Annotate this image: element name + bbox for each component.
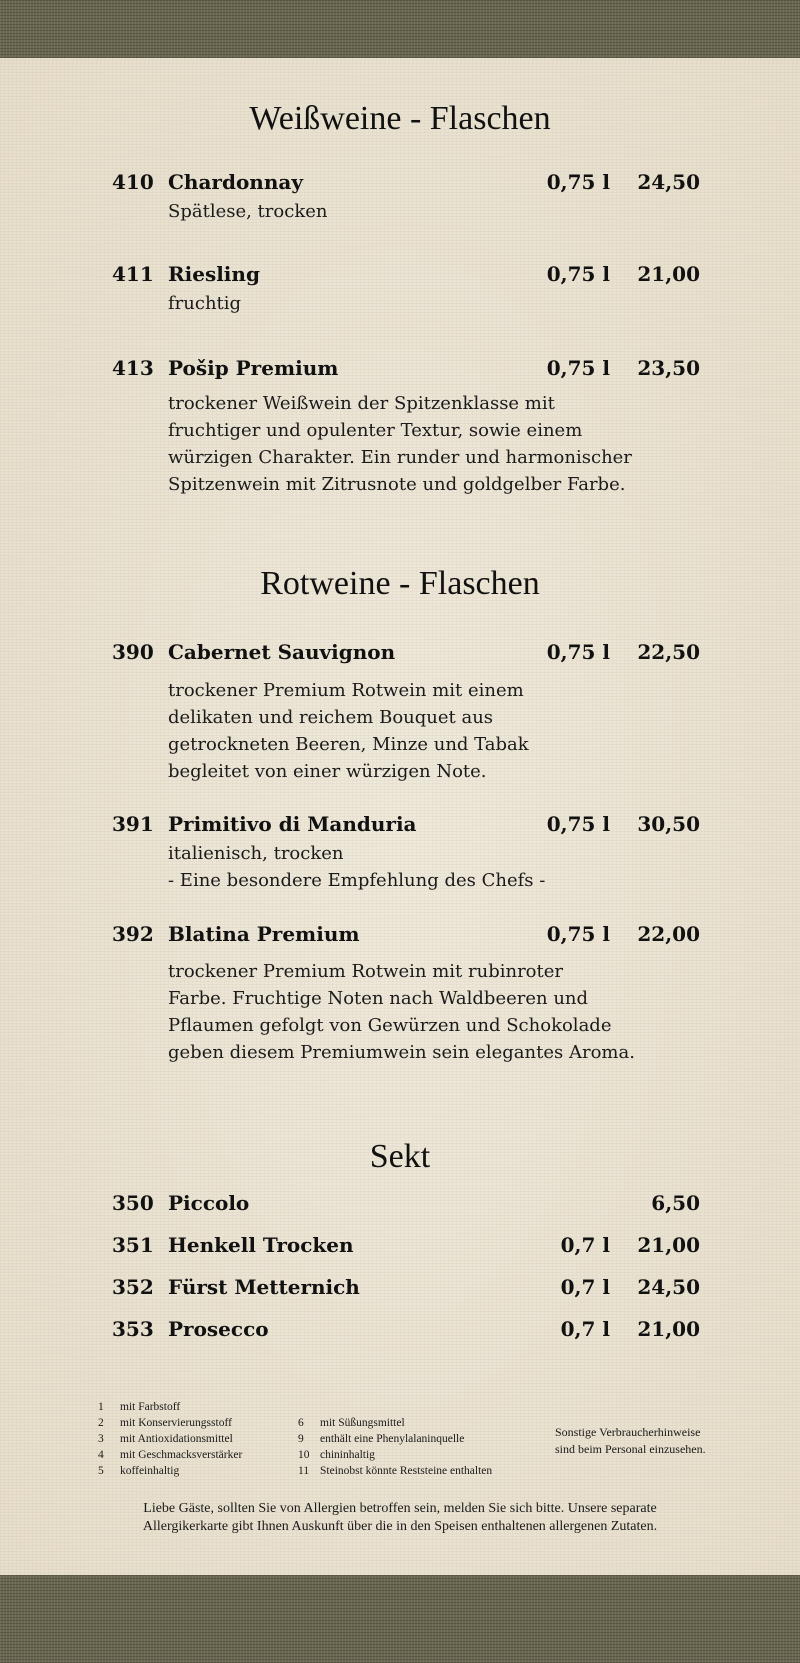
item-name: Primitivo di Manduria <box>168 812 417 836</box>
item-description: Spätlese, trocken <box>168 201 328 222</box>
item-description: trockener Premium Rotwein mit einem delikaten und reichem Bouquet aus getrockneten Beeren, Minze und Tabak begleitet von einer würzigen Note. <box>168 680 529 782</box>
item-volume: 0,75 l <box>546 812 610 836</box>
item-number: 391 <box>112 812 154 836</box>
legend-entry: 1 mit Farbstoff <box>98 1401 181 1413</box>
item-number: 410 <box>112 170 154 194</box>
item-price: 24,50 <box>637 170 700 194</box>
item-volume: 0,75 l <box>546 170 610 194</box>
item-volume: 0,75 l <box>546 262 610 286</box>
item-volume: 0,75 l <box>546 922 610 946</box>
item-number: 413 <box>112 356 154 380</box>
item-volume: 0,7 l <box>560 1275 610 1299</box>
section-title-white-wines: Weißweine - Flaschen <box>249 100 551 137</box>
item-price: 21,00 <box>637 1233 700 1257</box>
item-description: fruchtig <box>168 293 242 314</box>
item-price: 24,50 <box>637 1275 700 1299</box>
item-price: 30,50 <box>637 812 700 836</box>
item-name: Blatina Premium <box>168 922 360 946</box>
item-name: Cabernet Sauvignon <box>168 640 396 664</box>
item-number: 392 <box>112 922 154 946</box>
item-price: 23,50 <box>637 356 700 380</box>
item-number: 352 <box>112 1275 154 1299</box>
item-name: Piccolo <box>168 1191 250 1215</box>
legend-entry: 9 enthält eine Phenylalaninquelle <box>298 1433 465 1445</box>
item-price: 21,00 <box>637 1317 700 1341</box>
item-volume: 0,7 l <box>560 1317 610 1341</box>
item-number: 351 <box>112 1233 154 1257</box>
legend-entry: 10 chininhaltig <box>298 1449 375 1461</box>
additives-legend-left <box>98 1399 242 1479</box>
consumer-info-note: Sonstige Verbraucherhinweise sind beim Personal einzusehen. <box>555 1425 706 1456</box>
item-volume: 0,7 l <box>560 1233 610 1257</box>
additives-legend-middle <box>298 1415 492 1479</box>
item-name: Prosecco <box>168 1317 269 1341</box>
item-number: 350 <box>112 1191 154 1215</box>
item-number: 411 <box>112 262 154 286</box>
item-description: trockener Premium Rotwein mit rubinroter Farbe. Fruchtige Noten nach Waldbeeren und Pflaumen gefolgt von Gewürzen und Schokolade geben diesem Premiumwein sein elegantes Aroma. <box>168 961 635 1063</box>
section-title-red-wines: Rotweine - Flaschen <box>260 565 540 602</box>
item-volume: 0,75 l <box>546 640 610 664</box>
item-number: 390 <box>112 640 154 664</box>
bottom-border-band <box>0 1575 800 1663</box>
allergy-notice: Liebe Gäste, sollten Sie von Allergien betroffen sein, melden Sie sich bitte. Unsere separate Allergikerkarte gibt Ihnen Auskunft über die in den Speisen enthaltenen allergenen Zutaten. <box>142 1501 658 1534</box>
item-name: Pošip Premium <box>168 356 339 380</box>
item-name: Chardonnay <box>168 170 303 194</box>
item-price: 6,50 <box>651 1191 700 1215</box>
legend-entry: 6 mit Süßungsmittel <box>298 1417 405 1429</box>
legend-entry: 5 koffeinhaltig <box>98 1465 180 1477</box>
chef-recommendation: - Eine besondere Empfehlung des Chefs - <box>168 870 546 891</box>
item-description: trockener Weißwein der Spitzenklasse mit fruchtiger und opulenter Textur, sowie einem würzigen Charakter. Ein runder und harmonischer Spitzenwein mit Zitrusnote und goldgelber Farbe. <box>168 393 632 495</box>
item-number: 353 <box>112 1317 154 1341</box>
top-border-band <box>0 0 800 58</box>
item-description: italienisch, trocken - Eine besondere Empfehlung des Chefs - <box>168 840 668 894</box>
item-price: 22,00 <box>637 922 700 946</box>
legend-entry: 2 mit Konservierungsstoff <box>98 1417 232 1429</box>
legend-entry: 4 mit Geschmacksverstärker <box>98 1449 243 1461</box>
item-volume: 0,75 l <box>546 356 610 380</box>
item-price: 22,50 <box>637 640 700 664</box>
legend-entry: 11 Steinobst könnte Reststeine enthalten <box>298 1465 493 1477</box>
item-name: Henkell Trocken <box>168 1233 354 1257</box>
item-price: 21,00 <box>637 262 700 286</box>
item-name: Fürst Metternich <box>168 1275 360 1299</box>
item-name: Riesling <box>168 262 260 286</box>
legend-entry: 3 mit Antioxidationsmittel <box>98 1433 233 1445</box>
section-title-sekt: Sekt <box>369 1138 431 1175</box>
